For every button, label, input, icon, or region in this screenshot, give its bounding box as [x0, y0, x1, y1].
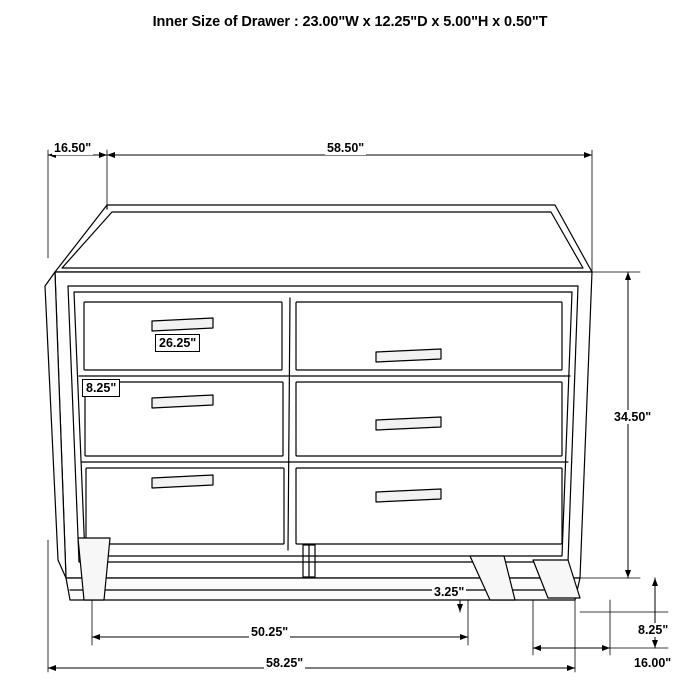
- dimension-leg-inset-width: 50.25": [251, 625, 289, 639]
- dimension-base-width: 58.25": [266, 656, 304, 670]
- page-title: Inner Size of Drawer : 23.00"W x 12.25"D x 5.00"H x 0.50"T: [152, 14, 548, 30]
- dimension-height-right: 34.50": [614, 410, 652, 424]
- dimension-base-depth-right: 16.00": [634, 656, 672, 670]
- dimension-clearance-bottom: 3.25": [434, 585, 465, 599]
- dimension-drawer-inner-height: 8.25": [82, 379, 120, 397]
- dimension-leg-height-right: 8.25": [638, 623, 669, 637]
- dimension-depth-top-left: 16.50": [54, 141, 92, 155]
- dimension-width-top: 58.50": [327, 141, 365, 155]
- dimension-drawer-inner-width: 26.25": [155, 334, 200, 352]
